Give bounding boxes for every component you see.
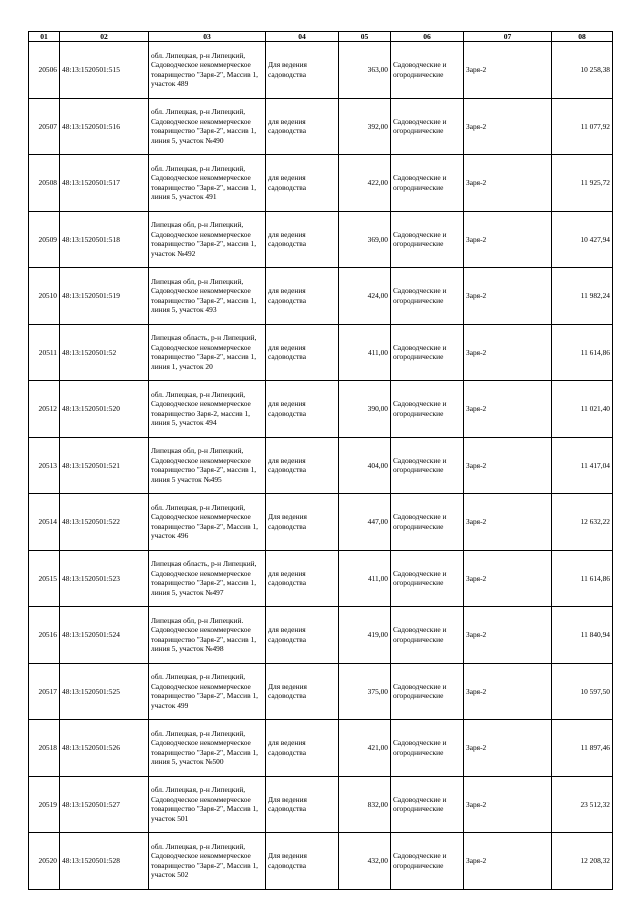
area-cell: 419,00 <box>339 607 391 664</box>
address-text: Липецкая область, р-н Липецкий, Садоводческое некоммерческое товарищество "Заря-2", массив 1, линия 1, участок 20 <box>151 333 257 371</box>
table-row <box>29 550 613 607</box>
cadastral-number-cell: 48:13:1520501:520 <box>60 381 149 438</box>
permitted-use-cell: Для ведения садоводства <box>266 776 339 833</box>
permitted-use-cell: для ведения садоводства <box>266 381 339 438</box>
table-row <box>29 607 613 664</box>
permitted-use-cell: для ведения садоводства <box>266 324 339 381</box>
area-cell: 832,00 <box>339 776 391 833</box>
permitted-use-cell: для ведения садоводства <box>266 98 339 155</box>
settlement-cell: Заря-2 <box>464 381 552 438</box>
area-cell: 369,00 <box>339 211 391 268</box>
cadastral-number-cell: 48:13:1520501:527 <box>60 776 149 833</box>
area-cell: 411,00 <box>339 324 391 381</box>
settlement-cell: Заря-2 <box>464 833 552 890</box>
settlement-cell: Заря-2 <box>464 720 552 777</box>
cadastral-value-cell: 10 427,94 <box>552 211 613 268</box>
row-number-cell: 20510 <box>29 268 60 325</box>
permitted-use-cell: для ведения садоводства <box>266 155 339 212</box>
address-text: Липецкая обл, р-н Липецкий, Садоводческое некоммерческое товарищество "Заря-2", массив 1, участок №492 <box>151 220 257 258</box>
settlement-cell: Заря-2 <box>464 494 552 551</box>
settlement-cell: Заря-2 <box>464 324 552 381</box>
address-text: обл. Липецкая, р-н Липецкий, Садоводческое некоммерческое товарищество "Заря-2", массив 1, линия 5, участок 491 <box>151 163 257 202</box>
address-cell <box>149 381 266 438</box>
table-row <box>29 98 613 155</box>
settlement-cell: Заря-2 <box>464 607 552 664</box>
column-header-08: 08 <box>552 32 613 42</box>
settlement-cell: Заря-2 <box>464 42 552 99</box>
address-text: обл. Липецкая, р-н Липецкий, Садоводческое некоммерческое товарищество "Заря-2", Массив 1, участок 499 <box>151 672 259 710</box>
row-number-cell: 20520 <box>29 833 60 890</box>
cadastral-number-cell: 48:13:1520501:519 <box>60 268 149 325</box>
permitted-use-cell: для ведения садоводства <box>266 437 339 494</box>
permitted-use-cell: Для ведения садоводства <box>266 42 339 99</box>
column-header-06: 06 <box>391 32 464 42</box>
cadastral-value-cell: 10 258,38 <box>552 42 613 99</box>
row-number-cell: 20516 <box>29 607 60 664</box>
cadastral-value-cell: 12 208,32 <box>552 833 613 890</box>
cadastral-number-cell: 48:13:1520501:523 <box>60 550 149 607</box>
cadastral-value-cell: 11 982,24 <box>552 268 613 325</box>
land-category-cell: Садоводческие и огороднические <box>391 268 464 325</box>
address-text: обл. Липецкая, р-н Липецкий, Садоводческое некоммерческое товарищество "Заря-2", Массив 1, участок 502 <box>151 841 259 880</box>
settlement-cell: Заря-2 <box>464 211 552 268</box>
address-cell <box>149 211 266 268</box>
table-row <box>29 776 613 833</box>
table-row <box>29 324 613 381</box>
settlement-cell: Заря-2 <box>464 776 552 833</box>
row-number-cell: 20518 <box>29 720 60 777</box>
address-text: обл. Липецкая, р-н Липецкий, Садоводческое некоммерческое товарищество "Заря-2", Массив 1, линия 5, участок №500 <box>151 728 259 767</box>
address-text: Липецкая обл, р-н Липецкий. Садоводческое некоммерческое товарищество "Заря-2", массив 1, линия 5, участок №498 <box>151 615 257 654</box>
column-header-07: 07 <box>464 32 552 42</box>
address-cell <box>149 437 266 494</box>
cadastral-value-cell: 11 417,04 <box>552 437 613 494</box>
land-category-cell: Садоводческие и огороднические <box>391 833 464 890</box>
permitted-use-cell: Для ведения садоводства <box>266 494 339 551</box>
area-cell: 375,00 <box>339 663 391 720</box>
table-row <box>29 833 613 890</box>
area-cell: 363,00 <box>339 42 391 99</box>
column-header-05: 05 <box>339 32 391 42</box>
table-row <box>29 211 613 268</box>
address-text: обл. Липецкая, р-н Липецкий, Садоводческое некоммерческое товарищество "Заря-2", Массив 1, участок 489 <box>151 50 259 89</box>
settlement-cell: Заря-2 <box>464 550 552 607</box>
land-category-cell: Садоводческие и огороднические <box>391 437 464 494</box>
area-cell: 411,00 <box>339 550 391 607</box>
land-category-cell: Садоводческие и огороднические <box>391 720 464 777</box>
settlement-cell: Заря-2 <box>464 155 552 212</box>
address-cell <box>149 494 266 551</box>
settlement-cell: Заря-2 <box>464 268 552 325</box>
address-cell <box>149 155 266 212</box>
cadastral-value-cell: 11 614,86 <box>552 324 613 381</box>
address-text: обл. Липецкая, р-н Липецкий, Садоводческое некоммерческое товарищество "Заря-2", Массив 1, участок 496 <box>151 502 259 541</box>
cadastral-value-cell: 12 632,22 <box>552 494 613 551</box>
cadastral-value-cell: 11 077,92 <box>552 98 613 155</box>
table-row <box>29 437 613 494</box>
row-number-cell: 20519 <box>29 776 60 833</box>
cadastral-number-cell: 48:13:1520501:528 <box>60 833 149 890</box>
cadastral-number-cell: 48:13:1520501:526 <box>60 720 149 777</box>
table-row <box>29 494 613 551</box>
row-number-cell: 20514 <box>29 494 60 551</box>
permitted-use-cell: Для ведения садоводства <box>266 833 339 890</box>
permitted-use-cell: для ведения садоводства <box>266 268 339 325</box>
row-number-cell: 20508 <box>29 155 60 212</box>
table-row <box>29 155 613 212</box>
area-cell: 421,00 <box>339 720 391 777</box>
row-number-cell: 20509 <box>29 211 60 268</box>
address-text: обл. Липецкая, р-н Липецкий, Садоводческое некоммерческое товарищество "Заря-2", Массив 1, участок 501 <box>151 785 259 823</box>
address-text: обл. Липецкая, р-н Липецкий, Садоводческое некоммерческое товарищество "Заря-2", массив 1, линия 5, участок №490 <box>151 107 257 145</box>
cadastral-number-cell: 48:13:1520501:515 <box>60 42 149 99</box>
address-text: Липецкая область, р-н Липецкий, Садоводческое некоммерческое товарищество "Заря-2", массив 1, линия 5, участок №497 <box>151 559 257 597</box>
address-cell <box>149 98 266 155</box>
table-row <box>29 381 613 438</box>
settlement-cell: Заря-2 <box>464 663 552 720</box>
land-category-cell: Садоводческие и огороднические <box>391 776 464 833</box>
address-cell <box>149 550 266 607</box>
permitted-use-cell: для ведения садоводства <box>266 607 339 664</box>
land-category-cell: Садоводческие и огороднические <box>391 550 464 607</box>
land-category-cell: Садоводческие и огороднические <box>391 494 464 551</box>
table-row <box>29 268 613 325</box>
cadastral-value-cell: 23 512,32 <box>552 776 613 833</box>
permitted-use-cell: для ведения садоводства <box>266 550 339 607</box>
address-cell <box>149 776 266 833</box>
cadastral-value-cell: 11 897,46 <box>552 720 613 777</box>
row-number-cell: 20515 <box>29 550 60 607</box>
address-text: Липецкая обл, р-н Липецкий, Садоводческое некоммерческое товарищество "Заря-2", массив 1, линия 5, участок 493 <box>151 276 257 315</box>
area-cell: 404,00 <box>339 437 391 494</box>
cadastral-value-cell: 11 925,72 <box>552 155 613 212</box>
row-number-cell: 20513 <box>29 437 60 494</box>
address-text: Липецкая обл, р-н Липецкий, Садоводческое некоммерческое товарищество "Заря-2", массив 1, линия 5 участок №495 <box>151 446 257 484</box>
cadastral-value-cell: 11 021,40 <box>552 381 613 438</box>
row-number-cell: 20507 <box>29 98 60 155</box>
cadastral-number-cell: 48:13:1520501:52 <box>60 324 149 381</box>
land-category-cell: Садоводческие и огороднические <box>391 211 464 268</box>
permitted-use-cell: для ведения садоводства <box>266 720 339 777</box>
area-cell: 390,00 <box>339 381 391 438</box>
row-number-cell: 20506 <box>29 42 60 99</box>
cadastral-value-cell: 10 597,50 <box>552 663 613 720</box>
cadastral-number-cell: 48:13:1520501:525 <box>60 663 149 720</box>
cadastral-number-cell: 48:13:1520501:518 <box>60 211 149 268</box>
address-cell <box>149 268 266 325</box>
land-category-cell: Садоводческие и огороднические <box>391 381 464 438</box>
table-body <box>29 42 613 890</box>
address-text: обл. Липецкая, р-н Липецкий, Садоводческое некоммерческое товарищество Заря-2, массив 1, линия 5, участок 494 <box>151 389 251 428</box>
cadastral-number-cell: 48:13:1520501:524 <box>60 607 149 664</box>
land-category-cell: Садоводческие и огороднические <box>391 663 464 720</box>
column-header-01: 01 <box>29 32 60 42</box>
column-header-04: 04 <box>266 32 339 42</box>
settlement-cell: Заря-2 <box>464 437 552 494</box>
row-number-cell: 20517 <box>29 663 60 720</box>
permitted-use-cell: Для ведения садоводства <box>266 663 339 720</box>
address-cell <box>149 42 266 99</box>
table-row <box>29 663 613 720</box>
row-number-cell: 20512 <box>29 381 60 438</box>
cadastral-value-table <box>28 31 613 890</box>
land-category-cell: Садоводческие и огороднические <box>391 98 464 155</box>
cadastral-number-cell: 48:13:1520501:522 <box>60 494 149 551</box>
table-row <box>29 42 613 99</box>
area-cell: 432,00 <box>339 833 391 890</box>
address-cell <box>149 833 266 890</box>
address-cell <box>149 663 266 720</box>
area-cell: 424,00 <box>339 268 391 325</box>
cadastral-value-cell: 11 614,86 <box>552 550 613 607</box>
column-header-03: 03 <box>149 32 266 42</box>
table-row <box>29 720 613 777</box>
cadastral-number-cell: 48:13:1520501:516 <box>60 98 149 155</box>
cadastral-value-cell: 11 840,94 <box>552 607 613 664</box>
permitted-use-cell: для ведения садоводства <box>266 211 339 268</box>
row-number-cell: 20511 <box>29 324 60 381</box>
land-category-cell: Садоводческие и огороднические <box>391 324 464 381</box>
settlement-cell: Заря-2 <box>464 98 552 155</box>
area-cell: 447,00 <box>339 494 391 551</box>
land-category-cell: Садоводческие и огороднические <box>391 607 464 664</box>
cadastral-number-cell: 48:13:1520501:521 <box>60 437 149 494</box>
land-category-cell: Садоводческие и огороднические <box>391 42 464 99</box>
cadastral-number-cell: 48:13:1520501:517 <box>60 155 149 212</box>
address-cell <box>149 720 266 777</box>
table-header <box>29 32 613 42</box>
land-category-cell: Садоводческие и огороднические <box>391 155 464 212</box>
address-cell <box>149 607 266 664</box>
address-cell <box>149 324 266 381</box>
area-cell: 392,00 <box>339 98 391 155</box>
column-header-02: 02 <box>60 32 149 42</box>
area-cell: 422,00 <box>339 155 391 212</box>
